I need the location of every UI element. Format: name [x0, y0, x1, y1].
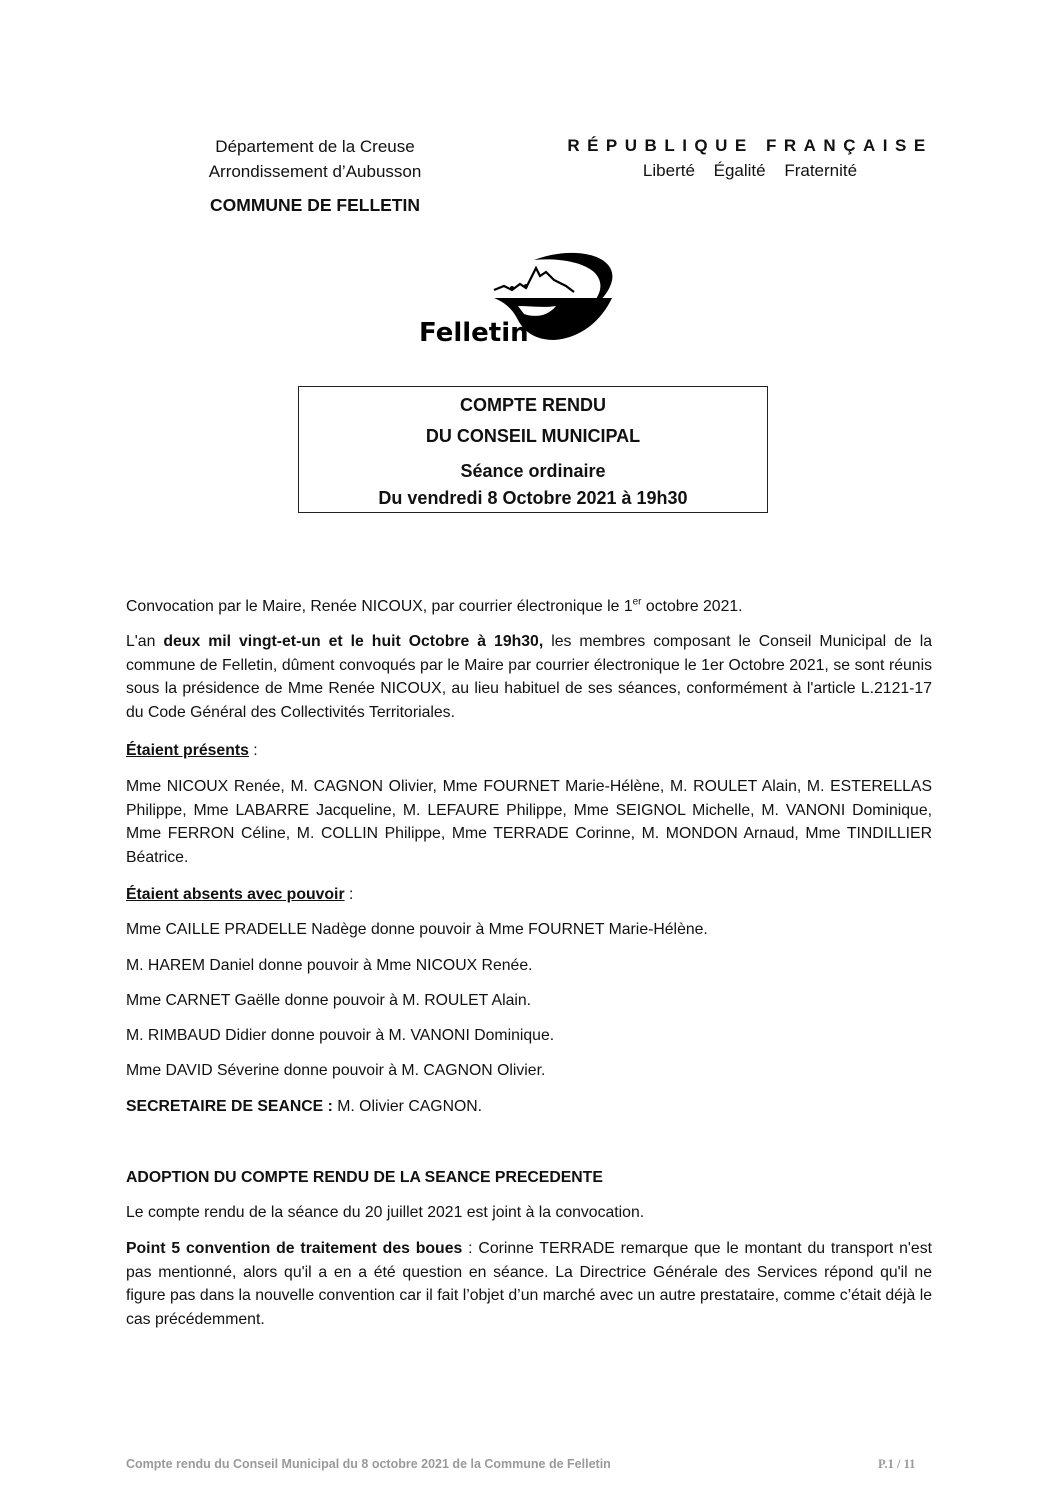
title-box	[298, 386, 768, 513]
point-5-text: : Corinne TERRADE remarque que le montant du transport n'est pas mentionné, alors qu'il a en a été question en séance. La Directrice Générale des Services répond qu'il ne figure pas dans la nouvelle convention car il fait l’objet d’un marché avec un autre prestataire, comme c’était déjà le cas précédemment.	[126, 1240, 932, 1328]
absents-colon: :	[344, 886, 354, 903]
intro-rest: les membres composant le Conseil Municipal de la commune de Felletin, dûment convoqués par le Maire par courrier électronique le 1er Octobre 2021, se sont réunis sous la présidence de Mme Renée NICOUX, au lieu habituel de ses séances, conformément à l'article L.2121-17 du Code Général des Collectivités Territoriales.	[126, 633, 932, 721]
devise: Liberté Égalité Fraternité	[642, 161, 858, 180]
absents-heading-line	[126, 883, 932, 907]
secretaire-value: M. Olivier CAGNON.	[332, 1098, 483, 1115]
absent-item: M. RIMBAUD Didier donne pouvoir à M. VANONI Dominique.	[126, 1027, 555, 1044]
presents-heading-line	[126, 739, 932, 763]
absent-item: Mme CARNET Gaëlle donne pouvoir à M. ROULET Alain.	[126, 992, 532, 1009]
presents-colon: :	[248, 742, 258, 759]
title-line-3: Séance ordinaire	[460, 461, 606, 481]
footer-title: Compte rendu du Conseil Municipal du 8 octobre 2021 de la Commune de Felletin	[126, 1457, 611, 1471]
republique-francaise: RÉPUBLIQUE FRANÇAISE	[567, 136, 933, 155]
title-line-2: DU CONSEIL MUNICIPAL	[425, 426, 641, 446]
departement: Département de la Creuse	[215, 137, 415, 156]
presents-heading: Étaient présents	[126, 742, 249, 759]
intro-paragraph	[126, 630, 932, 724]
title-line-4: Du vendredi 8 Octobre 2021 à 19h30	[378, 488, 688, 508]
felletin-logo-graphic	[416, 246, 621, 351]
convocation-sup: er	[632, 596, 642, 608]
title-line-1: COMPTE RENDU	[459, 395, 606, 415]
presents-list: Mme NICOUX Renée, M. CAGNON Olivier, Mme FOURNET Marie-Hélène, M. ROULET Alain, M. ESTERELLAS Philippe, Mme LABARRE Jacqueline, M. LEFAURE Philippe, Mme SEIGNOL Michelle, M. VANONI Dominique, Mme FERRON Céline, M. COLLIN Philippe, Mme TERRADE Corinne, M. MONDON Arnaud, Mme TINDILLIER Béatrice.	[126, 778, 932, 866]
felletin-logo	[416, 246, 621, 351]
arrondissement: Arrondissement d’Aubusson	[208, 162, 422, 181]
secretaire-label: SECRETAIRE DE SEANCE :	[126, 1098, 333, 1115]
convocation-text: Convocation par le Maire, Renée NICOUX, par courrier électronique le 1	[126, 598, 633, 615]
page-number: P.1 / 11	[878, 1457, 916, 1471]
absents-heading: Étaient absents avec pouvoir	[126, 886, 345, 903]
secretaire-line	[126, 1095, 932, 1119]
adoption-text: Le compte rendu de la séance du 20 juillet 2021 est joint à la convocation.	[126, 1204, 645, 1221]
absent-item: Mme DAVID Séverine donne pouvoir à M. CAGNON Olivier.	[126, 1062, 546, 1079]
convocation-paragraph	[126, 595, 932, 619]
point-5-paragraph	[126, 1237, 932, 1331]
adoption-heading: ADOPTION DU COMPTE RENDU DE LA SEANCE PRECEDENTE	[126, 1169, 603, 1186]
convocation-date: octobre 2021.	[641, 598, 743, 615]
logo-text: Felletin	[419, 318, 529, 348]
absent-item: Mme CAILLE PRADELLE Nadège donne pouvoir à Mme FOURNET Marie-Hélène.	[126, 921, 708, 938]
header-right	[540, 133, 960, 183]
point-5-heading: Point 5 convention de traitement des boues	[126, 1240, 463, 1257]
commune-name: COMMUNE DE FELLETIN	[210, 195, 420, 215]
intro-date-bold: deux mil vingt-et-un et le huit Octobre à 19h30,	[163, 633, 544, 650]
absent-item: M. HAREM Daniel donne pouvoir à Mme NICOUX Renée.	[126, 957, 533, 974]
header-left	[150, 134, 480, 218]
intro-prefix: L'an	[126, 633, 164, 650]
